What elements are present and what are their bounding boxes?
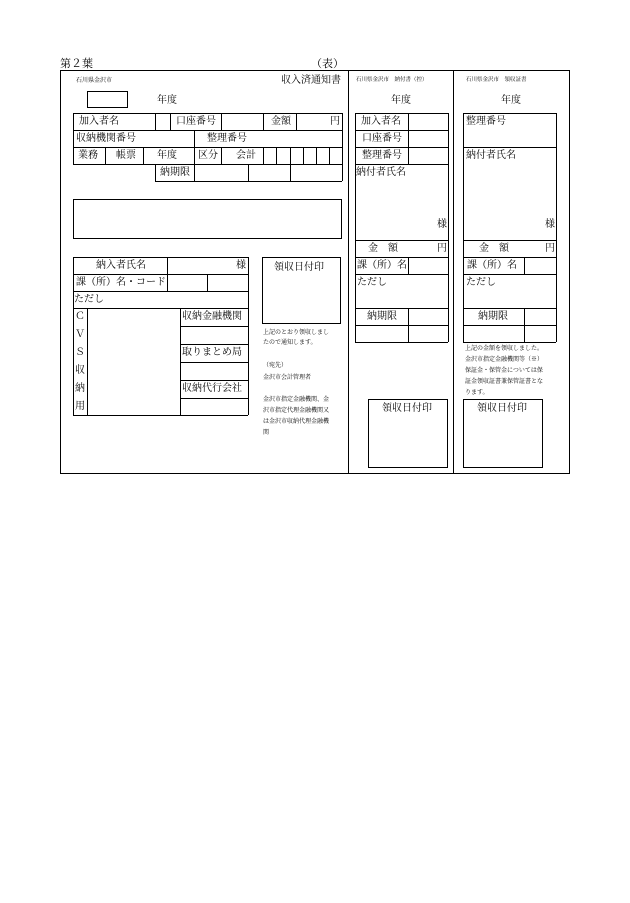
left-payer-name-label: 納入者氏名	[96, 260, 146, 271]
left-institution-label: 収納機関番号	[76, 133, 136, 144]
right-sama-label: 様	[545, 219, 555, 230]
left-bank-line-4: 関	[263, 429, 270, 436]
right-receipt-line-4: 証金領収証書兼保管証書とな	[465, 378, 544, 385]
left-business-label: 業務	[78, 150, 98, 161]
left-account-label: 口座番号	[176, 116, 216, 127]
left-addressee-line-1: （宛先）	[263, 362, 288, 369]
left-title: 収入済通知書	[281, 75, 341, 86]
right-receipt-line-5: ります。	[465, 389, 489, 396]
left-bank-line-1: 金沢市指定金融機関、金	[263, 396, 330, 403]
middle-city-doc: 石川県金沢市 納付書（控）	[356, 77, 428, 83]
left-ref-label: 整理番号	[207, 133, 247, 144]
section-divider-1	[348, 70, 349, 474]
left-year-col-label: 年度	[157, 150, 177, 161]
left-dept-code-label: 課（所）名・コード	[76, 277, 166, 288]
right-amount-label: 金 額	[479, 243, 509, 254]
right-deadline-label: 納期限	[478, 311, 508, 322]
left-aggregator-label: 取りまとめ局	[182, 347, 242, 358]
left-addressee-line-2: 金沢市会計管理者	[263, 374, 312, 381]
right-stamp-label: 領収日付印	[477, 403, 527, 414]
middle-account-label: 口座番号	[362, 133, 402, 144]
left-remarks-box	[73, 199, 342, 239]
middle-subscriber-label: 加入者名	[361, 116, 401, 127]
middle-year-label: 年度	[391, 95, 411, 106]
middle-stamp-label: 領収日付印	[382, 403, 432, 414]
left-year-input-box	[87, 91, 128, 108]
right-receipt-line-3: 保証金・保管金については保	[465, 367, 543, 374]
cvs-char-4: 収	[75, 365, 85, 376]
middle-dept-label: 課（所）名	[357, 260, 407, 271]
right-city-doc: 石川県金沢市 領収証書	[466, 77, 527, 83]
right-receipt-line-1: 上記の金額を領収しました。	[465, 345, 544, 352]
left-notice-line-1: 上記のとおり領収しまし	[263, 329, 330, 336]
right-ref-label: 整理番号	[466, 116, 506, 127]
middle-payer-label: 納付者氏名	[356, 167, 406, 178]
left-yen-label: 円	[330, 116, 340, 127]
right-year-label: 年度	[501, 95, 521, 106]
left-recv-inst-label: 収納金融機関	[182, 311, 242, 322]
left-notice-line-2: たので通知します。	[263, 339, 317, 346]
middle-yen-label: 円	[437, 243, 447, 254]
left-bank-line-3: は金沢市収納代理金融機	[263, 418, 330, 425]
right-note-label: ただし	[466, 277, 496, 288]
left-subscriber-label: 加入者名	[79, 116, 119, 127]
left-sama-label: 様	[236, 260, 246, 271]
middle-sama-label: 様	[437, 219, 447, 230]
middle-note-label: ただし	[357, 277, 387, 288]
middle-ref-label: 整理番号	[362, 150, 402, 161]
left-city: 石川県金沢市	[76, 77, 113, 84]
left-accounting-label: 会計	[236, 150, 256, 161]
left-note-label: ただし	[74, 294, 104, 305]
cvs-char-3: Ｓ	[75, 347, 85, 358]
left-amount-label: 金額	[271, 116, 291, 127]
middle-deadline-label: 納期限	[367, 311, 397, 322]
left-division-label: 区分	[198, 150, 218, 161]
middle-amount-label: 金 額	[368, 243, 398, 254]
left-stamp-label: 領収日付印	[274, 262, 324, 273]
right-yen-label: 円	[545, 243, 555, 254]
cvs-char-6: 用	[75, 401, 85, 412]
left-deadline-label: 納期限	[160, 167, 190, 178]
left-bank-line-2: 沢市指定代理金融機関又	[263, 407, 330, 414]
section-divider-2	[453, 70, 454, 474]
left-ledger-label: 帳票	[116, 150, 136, 161]
sheet-label: 第２葉	[60, 57, 93, 70]
cvs-char-2: Ｖ	[75, 329, 85, 340]
left-agent-label: 収納代行会社	[182, 383, 242, 394]
right-payer-label: 納付者氏名	[466, 150, 516, 161]
left-year-label: 年度	[157, 95, 177, 106]
side-label: （表）	[311, 57, 344, 70]
cvs-char-1: Ｃ	[75, 311, 85, 322]
cvs-char-5: 納	[75, 383, 85, 394]
right-receipt-line-2: 金沢市指定金融機関等（※）	[465, 356, 544, 363]
right-dept-label: 課（所）名	[467, 260, 517, 271]
